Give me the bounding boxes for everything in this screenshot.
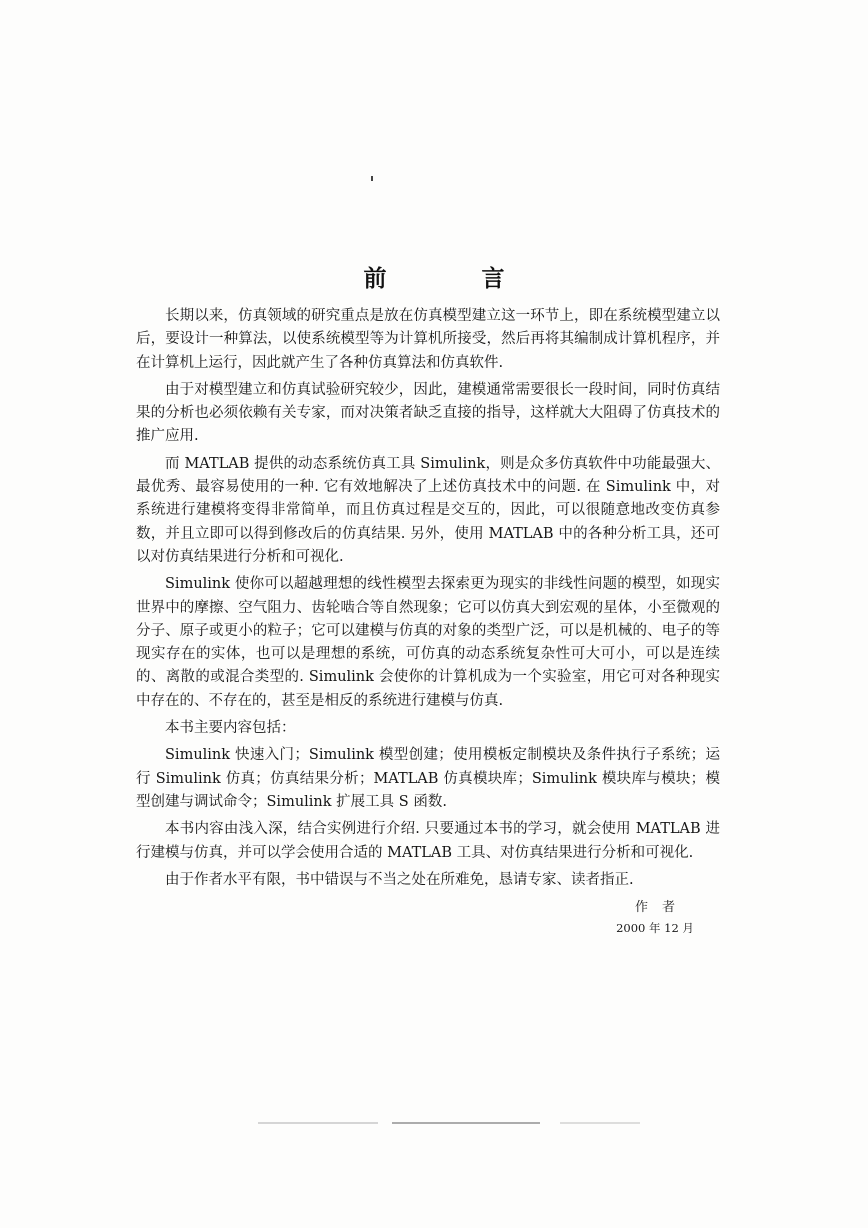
signature-author: 作者 — [634, 900, 689, 915]
scan-artifact-line — [392, 1122, 540, 1124]
paragraph-4: Simulink 使你可以超越理想的线性模型去探索更为现实的非线性问题的模型，如现实世界中的摩擦、空气阻力、齿轮啮合等自然现象；它可以仿真大到宏观的星体，小至微观的分子、原子或更小的粒子；它可以建模与仿真的对象的类型广泛，可以是机械的、电子的等现实存在的实体，也可以是理想的系统，可仿真的动态系统复杂性可大可小，可以是连续的、离散的或混合类型的. Simulink 会使你的计算机成为一个实验室，用它可对各种现实中存在的、不存在的，甚至是相反的系统进行建模与仿真. — [136, 576, 720, 709]
paragraph-1: 长期以来，仿真领域的研究重点是放在仿真模型建立这一环节上，即在系统模型建立以后，要设计一种算法，以使系统模型等为计算机所接受，然后再将其编制成计算机程序，并在计算机上运行，因此就产生了各种仿真算法和仿真软件. — [136, 308, 720, 371]
page-title: 前 言 — [363, 266, 541, 292]
signature-date: 2000 年 12 月 — [616, 921, 694, 935]
paragraph-6: Simulink 快速入门；Simulink 模型创建；使用模板定制模块及条件执行子系统；运行 Simulink 仿真；仿真结果分析；MATLAB 仿真模块库；Simulink 模块库与模块；模型创建与调试命令；Simulink 扩展工具 S 函数. — [136, 747, 720, 810]
scan-artifact-line — [258, 1122, 378, 1124]
paragraph-8: 由于作者水平有限，书中错误与不当之处在所难免，恳请专家、读者指正. — [165, 871, 634, 888]
preface-body — [136, 305, 720, 896]
scan-speck — [371, 176, 373, 181]
paragraph-5: 本书主要内容包括： — [165, 720, 296, 737]
scan-artifact-line — [560, 1122, 640, 1124]
paragraph-2: 由于对模型建立和仿真试验研究较少，因此，建模通常需要很长一段时间，同时仿真结果的分析也必须依赖有关专家，而对决策者缺乏直接的指导，这样就大大阻碍了仿真技术的推广应用. — [136, 381, 720, 445]
paragraph-3: 而 MATLAB 提供的动态系统仿真工具 Simulink，则是众多仿真软件中功能最强大、最优秀、最容易使用的一种. 它有效地解决了上述仿真技术中的问题. 在 Simulink 中，对系统进行建模将变得非常简单，而且仿真过程是交互的，因此，可以很随意地改变仿真参数，并且立即可以得到修改后的仿真结果. 另外，使用 MATLAB 中的各种分析工具，还可以对仿真结果进行分析和可视化. — [136, 455, 720, 565]
paragraph-7: 本书内容由浅入深，结合实例进行介绍. 只要通过本书的学习，就会使用 MATLAB 进行建模与仿真，并可以学会使用合适的 MATLAB 工具、对仿真结果进行分析和可视化. — [136, 821, 720, 861]
